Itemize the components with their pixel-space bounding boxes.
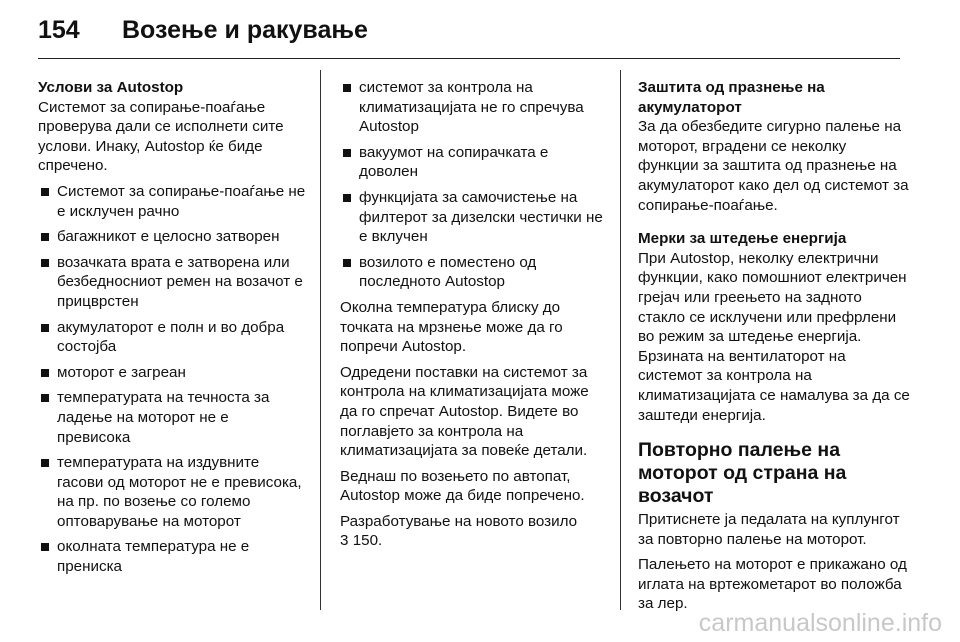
bullet-square-icon: [41, 543, 49, 551]
battery-protection-section: [638, 78, 910, 215]
bullet-square-icon: [41, 233, 49, 241]
autostop-conditions-heading: Услови за Autostop: [38, 79, 184, 96]
driver-restart-text: Притиснете ја педалата на куплунгот за повторно палење на моторот.: [638, 511, 900, 548]
motorway-paragraph: Веднаш по возењето по автопат, Autostop може да биде попречено.: [340, 467, 585, 505]
climate-settings-paragraph: Одредени поставки на системот за контрола на климатизацијата може да го спречат Autostop. Видете во поглавјето за контрола на климатизацијата за повеќе детали.: [340, 363, 589, 460]
break-in-text: Разработување на новото возило: [340, 512, 578, 530]
conditions-list-continued: [340, 78, 608, 292]
page-title: Возење и ракување: [122, 16, 368, 44]
list-item: [340, 78, 608, 137]
list-item-text: системот за контрола на климатизацијата не го спречува Autostop: [359, 79, 584, 136]
list-item-text: возилото е поместено од последното Autostop: [359, 253, 537, 291]
header-rule: [38, 58, 900, 59]
column-divider-2: [620, 70, 621, 610]
autostop-conditions-intro: Системот за сопирање-поаѓање проверува дали се исполнети сите услови. Инаку, Autostop ќе биде спречено.: [38, 98, 284, 175]
bullet-square-icon: [343, 149, 351, 157]
list-item-text: температурата на издувните гасови од моторот не е превисока, на пр. по возење со големо оптоварување на моторот: [57, 454, 302, 530]
list-item-text: функцијата за самочистење на филтерот за дизелски честички не е вклучен: [359, 188, 603, 246]
list-item-text: багажникот е целосно затворен: [57, 228, 280, 246]
bullet-square-icon: [41, 324, 49, 332]
energy-saving-heading: Мерки за штедење енергија: [638, 230, 847, 248]
list-item-text: моторот е загреан: [57, 363, 186, 381]
watermark: carmanualsonline.info: [698, 609, 942, 637]
bullet-square-icon: [41, 259, 49, 267]
list-item: [38, 253, 306, 312]
column-divider-1: [320, 70, 321, 610]
page-reference-arrow-icon: 3: [340, 532, 349, 550]
bullet-square-icon: [41, 188, 49, 196]
driver-restart-heading: Повторно палење на моторот од страна на возачот: [638, 439, 847, 508]
bullet-square-icon: [41, 459, 49, 467]
list-item: [38, 182, 306, 221]
list-item: [38, 388, 306, 447]
list-item: [38, 453, 306, 531]
bullet-square-icon: [343, 84, 351, 92]
column-2: [340, 78, 608, 557]
column-3: [638, 78, 910, 620]
list-item-text: вакуумот на сопирачката е доволен: [359, 143, 549, 181]
list-item: [38, 318, 306, 357]
page-header: [38, 16, 368, 45]
battery-protection-heading: Заштита од празнење на акумулаторот: [638, 79, 825, 116]
break-in-paragraph: [340, 512, 608, 551]
tachometer-text: Палењето на моторот е прикажано од иглата на вртежометарот во положба за лер.: [638, 556, 907, 613]
list-item-text: Системот за сопирање-поаѓање не е исклучен рачно: [57, 182, 306, 220]
bullet-square-icon: [343, 194, 351, 202]
energy-saving-text: При Autostop, неколку електрични функции, како помошниот електричен грејач или греењето на задното стакло се исклучени или префрлени во режим за штедење енергија. Брзината на вентилаторот на системот за контрола на климатизацијата се намалува за да се заштеди енергија.: [638, 249, 910, 424]
conditions-list: [38, 182, 306, 577]
list-item-text: околната температура не е прениска: [57, 538, 250, 576]
column-1: [38, 78, 306, 583]
list-item: [340, 253, 608, 292]
freezing-paragraph: Околна температура блиску до точката на мрзнење може да го попречи Autostop.: [340, 298, 563, 356]
bullet-square-icon: [41, 369, 49, 377]
battery-protection-text: За да обезбедите сигурно палење на моторот, вградени се неколку функции за заштита од празнење на акумулаторот како дел од системот за сопирање-поаѓање.: [638, 118, 909, 214]
bullet-square-icon: [41, 394, 49, 402]
list-item: [38, 227, 306, 247]
list-item-text: возачката врата е затворена или безбедносниот ремен на возачот е прицврстен: [57, 253, 303, 310]
list-item-text: температурата на течноста за ладење на моторот не е превисока: [57, 389, 270, 446]
list-item: [38, 537, 306, 576]
page-number: 154: [38, 16, 80, 44]
list-item: [340, 143, 608, 182]
energy-saving-section: [638, 229, 910, 425]
page-reference-number: 150.: [352, 532, 383, 550]
list-item: [340, 188, 608, 247]
bullet-square-icon: [343, 259, 351, 267]
list-item-text: акумулаторот е полн и во добра состојба: [57, 318, 285, 356]
page-reference-link[interactable]: [340, 532, 382, 549]
list-item: [38, 363, 306, 383]
